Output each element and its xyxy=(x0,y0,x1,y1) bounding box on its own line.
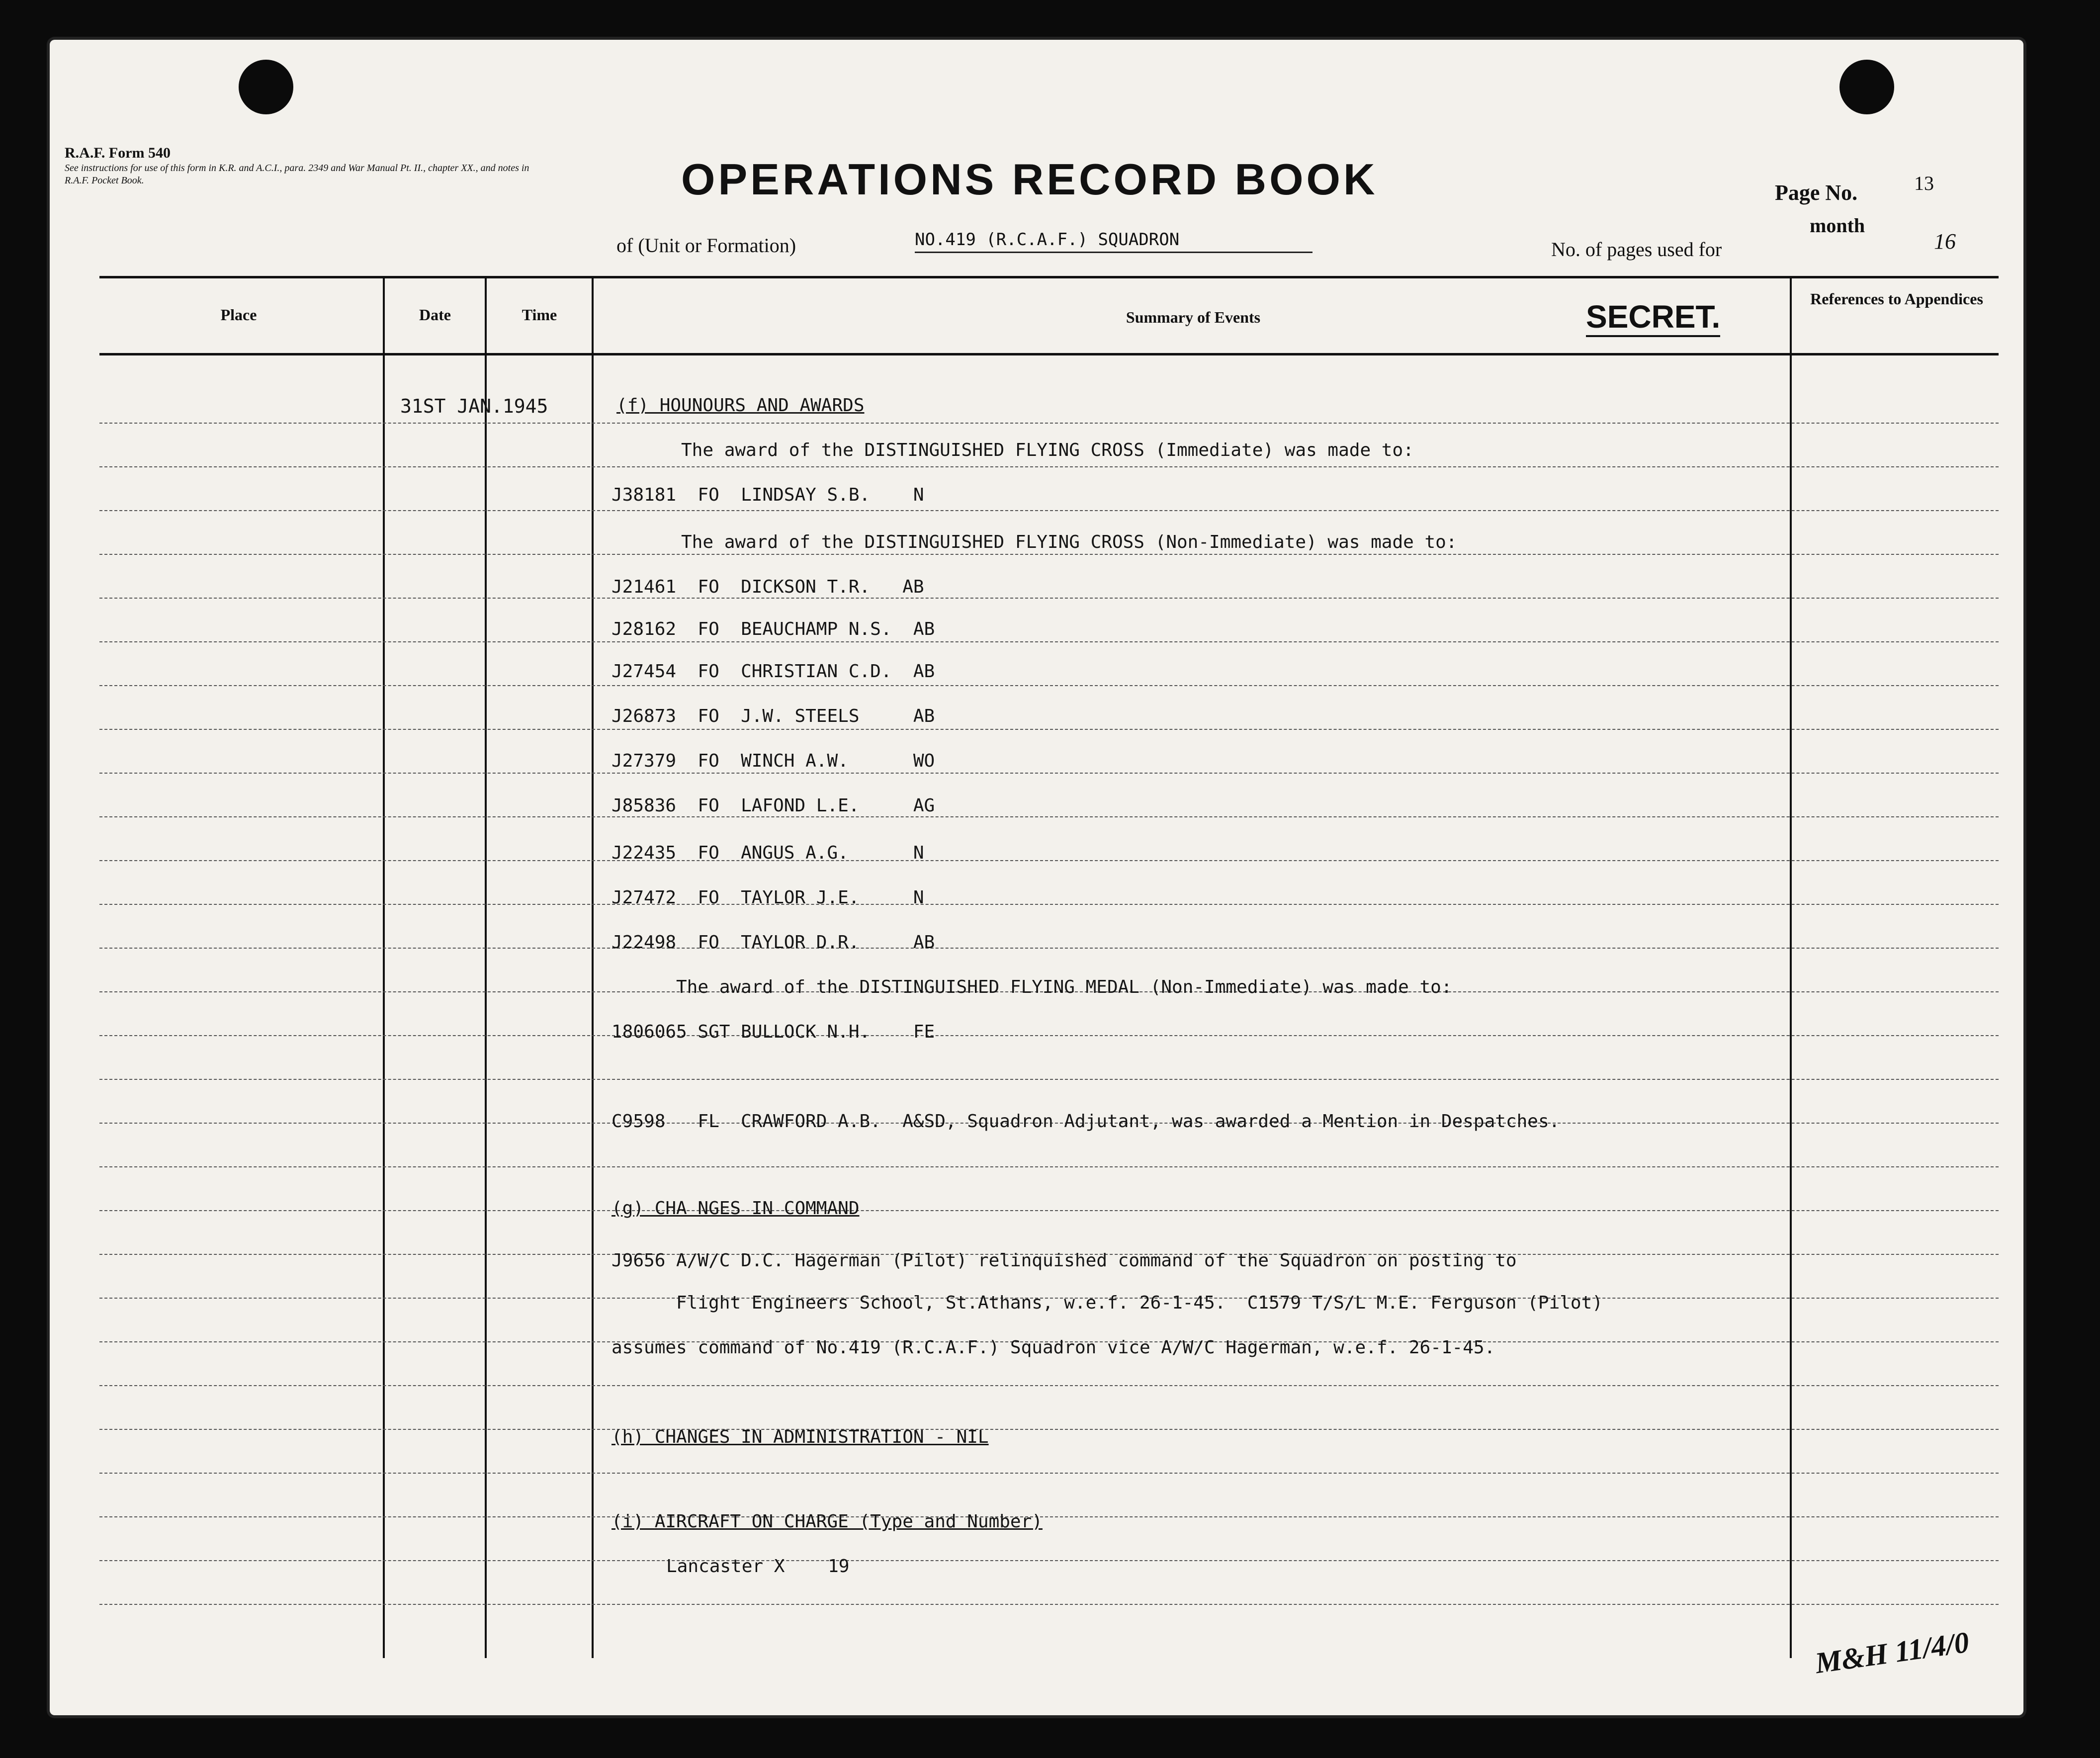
column-time: Time xyxy=(522,306,557,324)
ruled-line xyxy=(99,1079,1999,1080)
command-change-line: assumes command of No.419 (R.C.A.F.) Squadron vice A/W/C Hagerman, w.e.f. 26-1-45. xyxy=(612,1337,1495,1358)
form-sheet xyxy=(50,40,2023,1715)
section-h-heading: (h) CHANGES IN ADMINISTRATION - NIL xyxy=(612,1427,989,1447)
ruled-line xyxy=(99,904,1999,905)
ruled-line xyxy=(99,948,1999,949)
ruled-line xyxy=(99,466,1999,467)
award-row: 1806065 SGT BULLOCK N.H. FE xyxy=(612,1022,935,1042)
pages-used-label: No. of pages used for xyxy=(1551,238,1722,261)
award-row: J21461 FO DICKSON T.R. AB xyxy=(612,577,924,597)
ruled-line xyxy=(99,1385,1999,1386)
pages-used-period: month xyxy=(1810,214,1865,237)
binder-hole-left xyxy=(239,60,293,114)
ruled-line xyxy=(99,773,1999,774)
command-change-line: Flight Engineers School, St.Athans, w.e.f. 26-1-45. C1579 T/S/L M.E. Ferguson (Pilot) xyxy=(676,1293,1603,1313)
command-change-line: J9656 A/W/C D.C. Hagerman (Pilot) relinquished command of the Squadron on posting to xyxy=(612,1250,1517,1271)
classification-stamp: SECRET. xyxy=(1586,298,1720,337)
col-divider-place xyxy=(383,276,385,1658)
entry-date: 31ST JAN.1945 xyxy=(400,395,548,417)
page-title: OPERATIONS RECORD BOOK xyxy=(681,155,1378,204)
col-divider-date xyxy=(485,276,487,1658)
unit-value: NO.419 (R.C.A.F.) SQUADRON xyxy=(915,230,1312,253)
col-divider-time xyxy=(592,276,594,1658)
page-number-value: 13 xyxy=(1914,172,1934,194)
dfm-intro: The award of the DISTINGUISHED FLYING MEDAL (Non-Immediate) was made to: xyxy=(676,977,1452,997)
dfc-immediate-intro: The award of the DISTINGUISHED FLYING CROSS (Immediate) was made to: xyxy=(681,440,1414,460)
award-row: J22498 FO TAYLOR D.R. AB xyxy=(612,932,935,953)
ruled-line xyxy=(99,1473,1999,1474)
ruled-line xyxy=(99,1166,1999,1167)
col-divider-summary xyxy=(1790,276,1792,1658)
column-summary: Summary of Events xyxy=(1126,308,1261,326)
section-f-heading: (f) HOUNOURS AND AWARDS xyxy=(616,395,865,416)
award-row: J26873 FO J.W. STEELS AB xyxy=(612,706,935,726)
ruled-line xyxy=(99,423,1999,424)
ruled-line xyxy=(99,685,1999,686)
pages-used-value: 16 xyxy=(1934,229,1956,254)
ruled-line xyxy=(99,641,1999,642)
ruled-line xyxy=(99,510,1999,511)
ruled-line xyxy=(99,1516,1999,1517)
ruled-line xyxy=(99,1604,1999,1605)
ruled-line xyxy=(99,1429,1999,1430)
ruled-line xyxy=(99,816,1999,817)
form-instructions: See instructions for use of this form in K.R. and A.C.I., para. 2349 and War Manual Pt. II., chapter XX., and notes in R.A.F. Pocket Book. xyxy=(65,163,529,186)
handwritten-initials: M&H 11/4/0 xyxy=(1813,1625,1971,1680)
ruled-line xyxy=(99,598,1999,599)
form-name: R.A.F. Form 540 xyxy=(65,145,171,161)
award-row: J28162 FO BEAUCHAMP N.S. AB xyxy=(612,619,935,639)
dfc-non-immediate-intro: The award of the DISTINGUISHED FLYING CROSS (Non-Immediate) was made to: xyxy=(681,532,1457,552)
award-row: J22435 FO ANGUS A.G. N xyxy=(612,843,924,863)
column-references: References to Appendices xyxy=(1810,290,1983,308)
award-row: J38181 FO LINDSAY S.B. N xyxy=(612,485,924,505)
section-g-heading: (g) CHA NGES IN COMMAND xyxy=(612,1198,860,1219)
award-row: J85836 FO LAFOND L.E. AG xyxy=(612,795,935,816)
page-number-label: Page No. xyxy=(1775,180,1858,205)
section-i-heading: (i) AIRCRAFT ON CHARGE (Type and Number) xyxy=(612,1511,1043,1532)
column-date: Date xyxy=(419,306,451,324)
ruled-line xyxy=(99,860,1999,861)
ruled-line xyxy=(99,1560,1999,1561)
column-place: Place xyxy=(220,306,257,324)
ruled-line xyxy=(99,1210,1999,1211)
unit-label: of (Unit or Formation) xyxy=(616,234,796,257)
binder-hole-right xyxy=(1839,60,1894,114)
aircraft-count: Lancaster X 19 xyxy=(666,1556,850,1577)
ruled-line xyxy=(99,729,1999,730)
mention-in-despatches: C9598 FL CRAWFORD A.B. A&SD, Squadron Adjutant, was awarded a Mention in Despatches. xyxy=(612,1111,1560,1132)
form-header xyxy=(65,144,542,187)
award-row: J27472 FO TAYLOR J.E. N xyxy=(612,887,924,908)
ruled-line xyxy=(99,554,1999,555)
award-row: J27379 FO WINCH A.W. WO xyxy=(612,751,935,771)
award-row: J27454 FO CHRISTIAN C.D. AB xyxy=(612,661,935,682)
ruled-line xyxy=(99,1035,1999,1036)
